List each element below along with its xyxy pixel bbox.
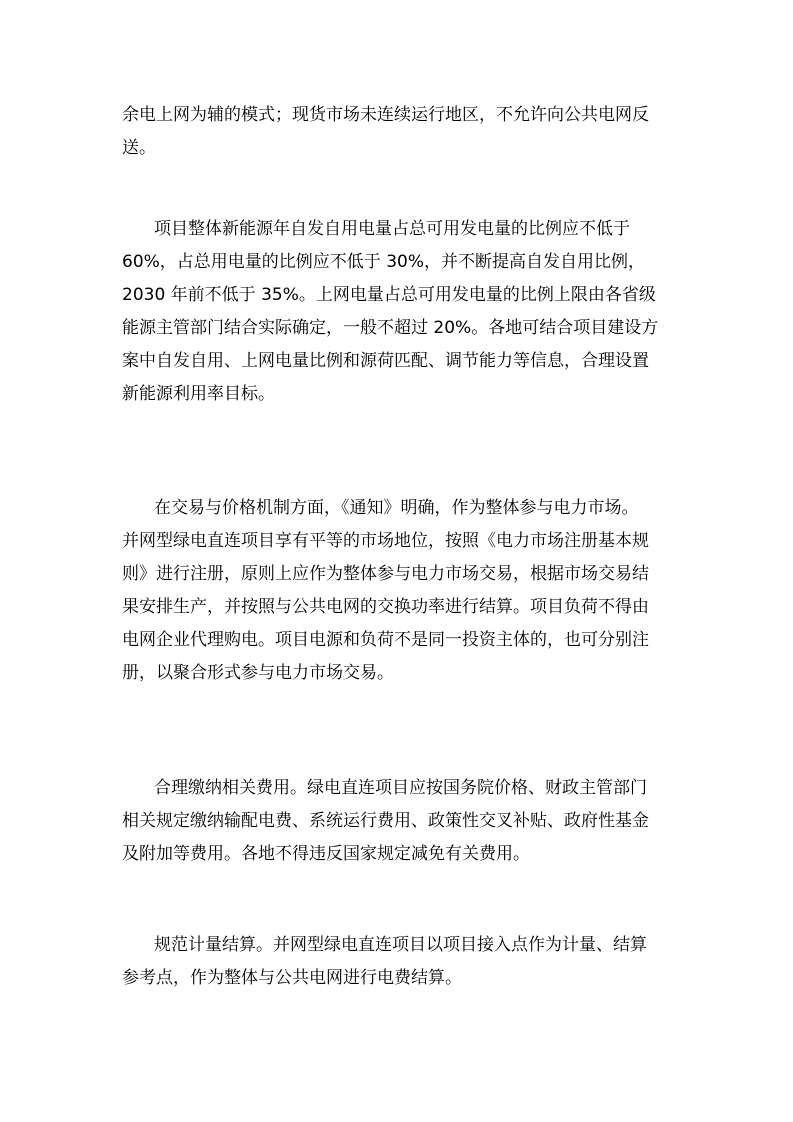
text-line: 项目整体新能源年自发自用电量占总可用发电量的比例应不低于 xyxy=(154,219,630,239)
text-line: 送。 xyxy=(122,138,156,158)
paragraph-metering-settlement xyxy=(122,929,680,995)
text-line: 规范计量结算。并网型绿电直连项目以项目接入点作为计量、结算 xyxy=(154,935,647,955)
text-line: 电网企业代理购电。项目电源和负荷不是同一投资主体的，也可分别注 xyxy=(122,630,649,650)
text-line: 相关规定缴纳输配电费、系统运行费用、政策性交叉补贴、政府性基金 xyxy=(122,811,649,831)
text-line: 2030 年前不低于 35%。上网电量占总可用发电量的比例上限由各省级 xyxy=(122,285,656,305)
text-line: 能源主管部门结合实际确定，一般不超过 20%。各地可结合项目建设方 xyxy=(122,318,659,338)
text-line: 余电上网为辅的模式；现货市场未连续运行地区，不允许向公共电网反 xyxy=(122,105,649,125)
text-line: 案中自发自用、上网电量比例和源荷匹配、调节能力等信息，合理设置 xyxy=(122,351,649,371)
text-line: 则》进行注册，原则上应作为整体参与电力市场交易，根据市场交易结 xyxy=(122,564,649,584)
paragraph-self-consumption-ratio xyxy=(122,213,680,411)
text-line: 册，以聚合形式参与电力市场交易。 xyxy=(122,663,394,683)
text-line: 果安排生产，并按照与公共电网的交换功率进行结算。项目负荷不得由 xyxy=(122,597,649,617)
text-line: 参考点，作为整体与公共电网进行电费结算。 xyxy=(122,968,462,988)
text-line: 60%，占总用电量的比例应不低于 30%，并不断提高自发自用比例， xyxy=(122,252,645,272)
text-line: 合理缴纳相关费用。绿电直连项目应按国务院价格、财政主管部门 xyxy=(154,778,647,798)
text-line: 及附加等费用。各地不得违反国家规定减免有关费用。 xyxy=(122,844,530,864)
text-line: 并网型绿电直连项目享有平等的市场地位，按照《电力市场注册基本规 xyxy=(122,531,649,551)
paragraph-fees xyxy=(122,772,680,871)
paragraph-trading-pricing xyxy=(122,492,680,690)
text-line: 新能源利用率目标。 xyxy=(122,384,275,404)
paragraph-continuation xyxy=(122,99,680,165)
text-line: 在交易与价格机制方面，《通知》明确，作为整体参与电力市场。 xyxy=(154,498,639,518)
